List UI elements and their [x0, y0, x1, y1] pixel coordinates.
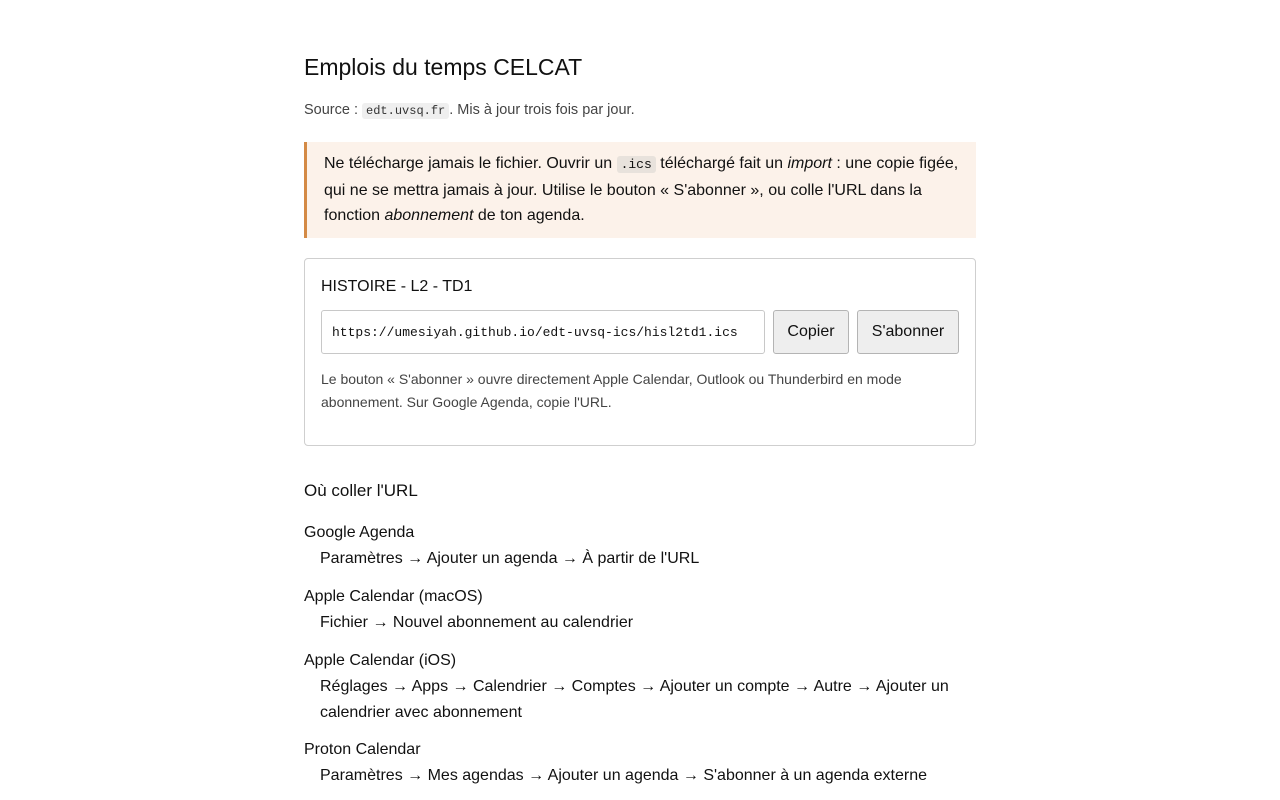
warning-text-part: de ton agenda.: [473, 207, 585, 224]
calendar-title: HISTOIRE - L2 - TD1: [321, 278, 473, 295]
warning-text-part: Ne télécharge jamais le fichier. Ouvrir un: [324, 155, 617, 172]
page-title: Emplois du temps CELCAT: [304, 54, 583, 80]
subscribe-note: Le bouton « S'abonner » ouvre directement Apple Calendar, Outlook ou Thunderbird en mode abonnement. Sur Google Agenda, copie l'URL.: [321, 371, 902, 410]
source-line: [304, 100, 635, 121]
abonnement-emphasis: abonnement: [384, 207, 474, 224]
source-prefix: Source :: [304, 102, 363, 118]
source-domain: edt.uvsq.fr: [362, 103, 449, 119]
warning-text-part: téléchargé fait un: [655, 155, 788, 172]
client-name: Google Agenda: [304, 524, 415, 541]
warning-text: [324, 142, 976, 229]
source-suffix: . Mis à jour trois fois par jour.: [449, 102, 635, 118]
client-path: Paramètres → Ajouter un agenda → À partir de l'URL: [320, 550, 700, 567]
client-name: Apple Calendar (macOS): [304, 588, 483, 605]
subscribe-button[interactable]: S'abonner: [857, 310, 959, 354]
calendar-card: [304, 258, 976, 446]
client-google: [304, 522, 976, 572]
warning-callout: [304, 142, 976, 238]
warning-text-part: : une copie figée, qui ne se mettra jamais à jour. Utilise le bouton « S'abonner », ou colle l'URL dans la fonction: [324, 155, 959, 224]
ics-code: .ics: [617, 156, 656, 173]
client-proton: [304, 739, 976, 789]
client-apple-ios: [304, 650, 976, 726]
calendar-url-field[interactable]: [321, 310, 765, 354]
where-heading: Où coller l'URL: [304, 481, 418, 500]
import-emphasis: import: [787, 155, 832, 172]
client-name: Proton Calendar: [304, 741, 421, 758]
client-apple-macos: [304, 586, 976, 636]
client-name: Apple Calendar (iOS): [304, 652, 457, 669]
client-path: Fichier → Nouvel abonnement au calendrier: [320, 614, 634, 631]
client-path: Paramètres → Mes agendas → Ajouter un agenda → S'abonner à un agenda externe: [320, 767, 927, 784]
client-path: Réglages → Apps → Calendrier → Comptes → Ajouter un compte → Autre → Ajouter un calendrier avec abonnement: [320, 678, 949, 721]
copy-button[interactable]: Copier: [773, 310, 849, 354]
